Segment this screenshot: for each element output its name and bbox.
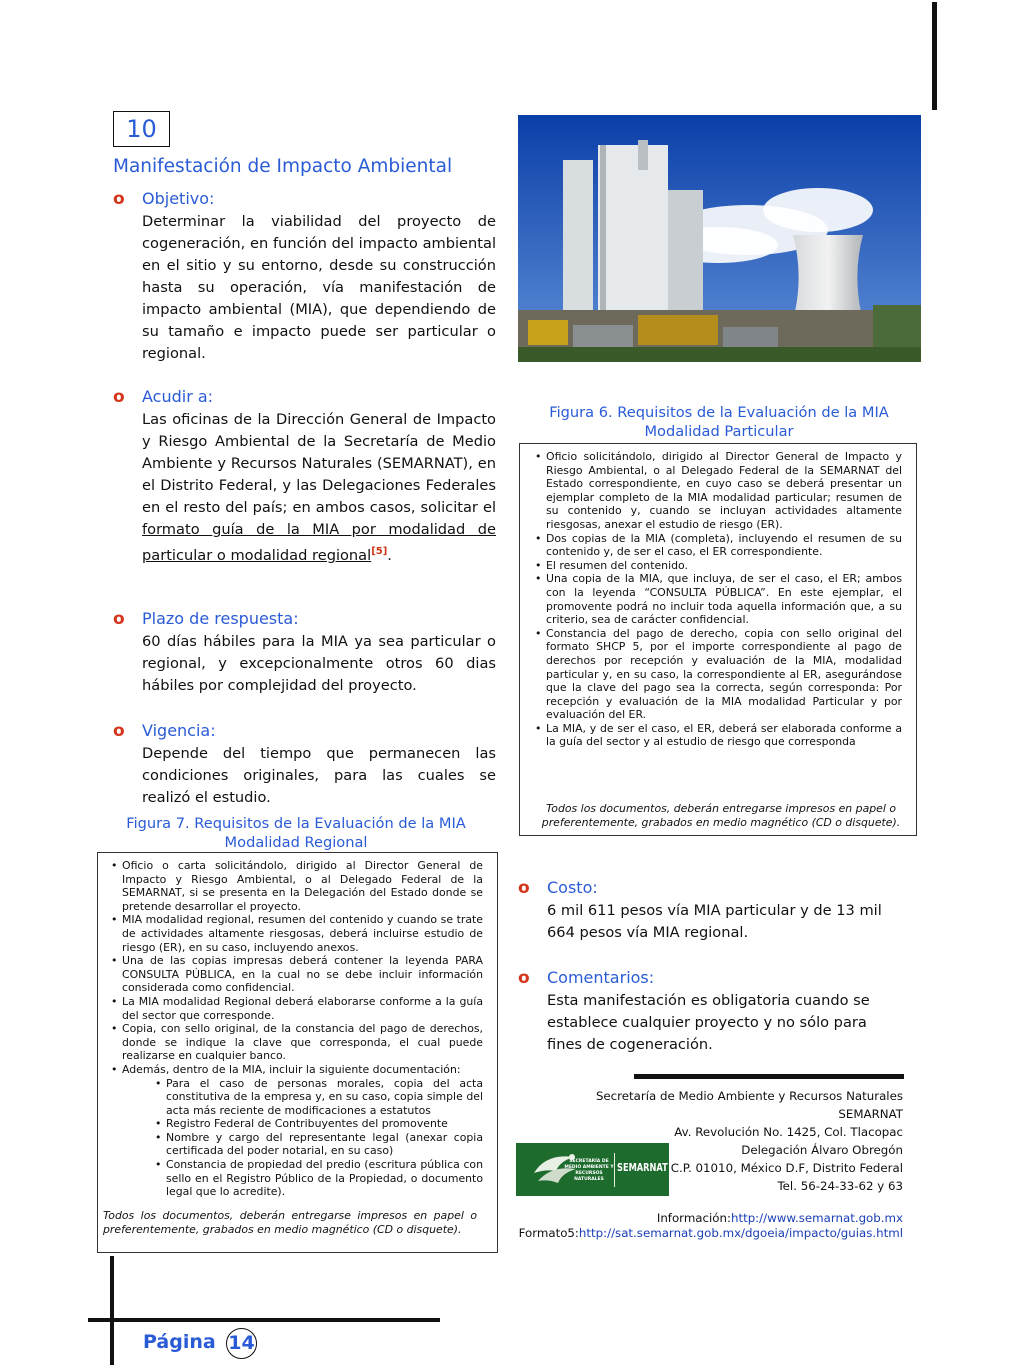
section-text-before: Las oficinas de la Dirección General de Impacto y Riesgo Ambiental de la Secretaría de Medio Ambiente y Recursos Naturales (SEMARNAT), en el Distrito Federal, y las Delegaciones Federales en el resto del país; en ambos casos, solicitar el: [142, 411, 496, 516]
list-item: • Constancia de propiedad del predio (escritura pública con sello en el Registro Público de la Propiedad, o documento legal que lo acredite).: [152, 1158, 483, 1199]
spacer: [519, 1195, 903, 1209]
section-text: 60 días hábiles para la MIA ya sea particular o regional, y excepcionalmente otros 60 dias hábiles por complejidad del proyecto.: [142, 633, 496, 694]
info-label: Información:: [656, 1211, 731, 1225]
figure-7-note: Todos los documentos, deberán entregarse impresos en papel o preferentemente, grabados en medio magnético (CD o disquete).: [103, 1209, 477, 1236]
address-line: Delegación Álvaro Obregón: [741, 1143, 903, 1157]
list-item: • Copia, con sello original, de la constancia del pago de derechos, donde se indique la clave que corresponda, el cual puede realizarse en cualquier banco.: [108, 1022, 483, 1063]
figure-6-caption: [518, 403, 920, 441]
page-title: Manifestación de Impacto Ambiental: [113, 156, 453, 177]
figure-7-caption: [96, 814, 496, 852]
section-acudir: [113, 387, 496, 587]
list-item: • El resumen del contenido.: [532, 559, 902, 573]
figure-7-requirements-box: [97, 852, 498, 1253]
figure-7-caption-line1: Figura 7. Requisitos de la Evaluación de la MIA: [126, 815, 466, 832]
info-link[interactable]: http://www.semarnat.gob.mx: [730, 1211, 903, 1225]
section-text: Depende del tiempo que permanecen las condiciones originales, para las cuales se realizó el estudio.: [142, 745, 496, 806]
section-vigencia: [113, 721, 496, 811]
section-objetivo: [113, 189, 496, 364]
section-heading: Objetivo:: [142, 189, 215, 208]
bullet-icon: o: [113, 609, 125, 629]
list-item: • Una de las copias impresas deberá contener la leyenda PARA CONSULTA PÚBLICA, en la cual no se debe incluir información considerada como confidencial.: [108, 954, 483, 995]
figure-6-caption-line1: Figura 6. Requisitos de la Evaluación de la MIA: [549, 404, 889, 421]
list-item: • Oficio solicitándolo, dirigido al Director General de Impacto y Riesgo Ambiental, o al Delegado Federal de la SEMARNAT del Estado correspondiente, en cuyo caso se deberá presentar un ejemplar completo de la MIA modalidad particular; resumen de su contenido y, cuando se incluyan actividades altamente riesgosas, anexar el estudio de riesgo (ER).: [532, 450, 902, 532]
address-line: C.P. 01010, México D.F, Distrito Federal: [670, 1161, 903, 1175]
list-item: • Oficio o carta solicitándolo, dirigido al Director General de Impacto y Riesgo Ambiental, o al Delegado Federal de la SEMARNAT, si se presenta en la Delegación del Estado donde se pretende desarrollar el proyecto.: [108, 859, 483, 913]
list-item: • Una copia de la MIA, que incluya, de ser el caso, el ER; ambos con la leyenda “CONSULTA PÚBLICA”. En este ejemplar, el promovente podrá no incluir toda aquella información que, a su criterio, sea de carácter confidencial.: [532, 572, 902, 626]
list-item: • Para el caso de personas morales, copia del acta constitutiva de la empresa y, en su caso, copia simple del acta más reciente de modificaciones a estatutos: [152, 1077, 483, 1118]
figure-7-caption-line2: Modalidad Regional: [224, 834, 368, 851]
bullet-icon: o: [518, 968, 530, 988]
logo-small-line: RECURSOS NATURALES: [574, 1171, 604, 1182]
section-text: 6 mil 611 pesos vía MIA particular y de 13 mil 664 pesos vía MIA regional.: [547, 902, 882, 941]
figure-6-caption-line2: Modalidad Particular: [644, 423, 794, 440]
section-heading: Acudir a:: [142, 387, 214, 406]
section-comentarios: [518, 968, 890, 1058]
org-acronym: SEMARNAT: [838, 1107, 903, 1121]
format-link[interactable]: http://sat.semarnat.gob.mx/dgoeia/impacto/guias.html: [578, 1226, 903, 1240]
logo-small-text: [564, 1159, 614, 1183]
figure-6-note: Todos los documentos, deberán entregarse impresos en papel o preferentemente, grabados en medio magnético (CD o disquete).: [541, 802, 901, 829]
logo-name: SEMARNAT: [617, 1161, 668, 1174]
footer-horizontal-rule: [88, 1318, 440, 1322]
contact-divider: [634, 1074, 904, 1079]
figure-7-list: [108, 859, 483, 1077]
formato-guia-link[interactable]: formato guía de la MIA por modalidad de particular o modalidad regional: [142, 521, 496, 564]
section-heading: Vigencia:: [142, 721, 216, 740]
footer-vertical-rule: [110, 1256, 114, 1365]
section-text: Esta manifestación es obligatoria cuando se establece cualquier proyecto y no sólo para fines de cogeneración.: [547, 992, 870, 1053]
format-label: Formato5:: [518, 1226, 579, 1240]
page-label: Página: [143, 1331, 216, 1353]
section-text: [142, 409, 496, 567]
logo-small-line: SECRETARÍA DE: [569, 1159, 609, 1164]
section-text: Determinar la viabilidad del proyecto de cogeneración, en función del impacto ambiental en el sitio y su entorno, desde su construcción hasta su operación, vía manifestación de impacto ambiental (MIA), que dependiendo de su tamaño e impacto puede ser particular o regional.: [142, 213, 496, 362]
section-heading: Plazo de respuesta:: [142, 609, 299, 628]
format-line: [519, 1224, 903, 1242]
list-item: • Dos copias de la MIA (completa), incluyendo el resumen de su contenido y, de ser el caso, el ER correspondiente.: [532, 532, 902, 559]
page-number: 14: [226, 1328, 257, 1359]
chapter-number-box: 10: [113, 111, 170, 147]
phone: Tel. 56-24-33-62 y 63: [777, 1179, 903, 1193]
list-item: • MIA modalidad regional, resumen del contenido y cuando se trate de actividades altamente riesgosas, deberá incluirse estudio de riesgo (ER), en su caso, incluyendo anexos.: [108, 913, 483, 954]
section-plazo: [113, 609, 496, 699]
figure-6-list: [532, 450, 902, 749]
figure-7-sublist: [152, 1077, 483, 1199]
bullet-icon: o: [518, 878, 530, 898]
org-name: Secretaría de Medio Ambiente y Recursos Naturales: [595, 1089, 903, 1103]
semarnat-logo: [516, 1143, 669, 1196]
bullet-icon: o: [113, 189, 125, 209]
section-heading: Comentarios:: [547, 968, 655, 987]
power-plant-photo: [518, 115, 921, 362]
bullet-icon: o: [113, 387, 125, 407]
list-item: • La MIA, y de ser el caso, el ER, deberá ser elaborada conforme a la guía del sector y al estudio de riesgo que corresponda: [532, 722, 902, 749]
figure-6-requirements-box: [519, 443, 917, 836]
list-item: • Constancia del pago de derecho, copia con sello original del formato SHCP 5, por el importe correspondiente al pago de derechos por recepción y evaluación de la MIA, modalidad particular y, en su caso, la correspondiente al ER, asegurándose que la clave del pago sea la correcta, según corresponda: Por recepción y evaluación de la MIA modalidad Particular y por evaluación del ER.: [532, 627, 902, 722]
address-line: Av. Revolución No. 1425, Col. Tlacopac: [674, 1125, 903, 1139]
list-item: • Nombre y cargo del representante legal (anexar copia certificada del poder notarial, en su caso): [152, 1131, 483, 1158]
bullet-icon: o: [113, 721, 125, 741]
list-item: • La MIA modalidad Regional deberá elaborarse conforme a la guía del sector que corresponde.: [108, 995, 483, 1022]
section-heading: Costo:: [547, 878, 598, 897]
reference-marker[interactable]: [5]: [371, 546, 388, 557]
section-costo: [518, 878, 890, 948]
list-item: • Registro Federal de Contribuyentes del promovente: [152, 1117, 483, 1131]
logo-small-line: MEDIO AMBIENTE Y: [564, 1165, 614, 1170]
top-right-vertical-rule: [932, 2, 937, 110]
list-item: • Además, dentro de la MIA, incluir la siguiente documentación:: [108, 1063, 483, 1077]
section-text-after: .: [387, 546, 392, 564]
